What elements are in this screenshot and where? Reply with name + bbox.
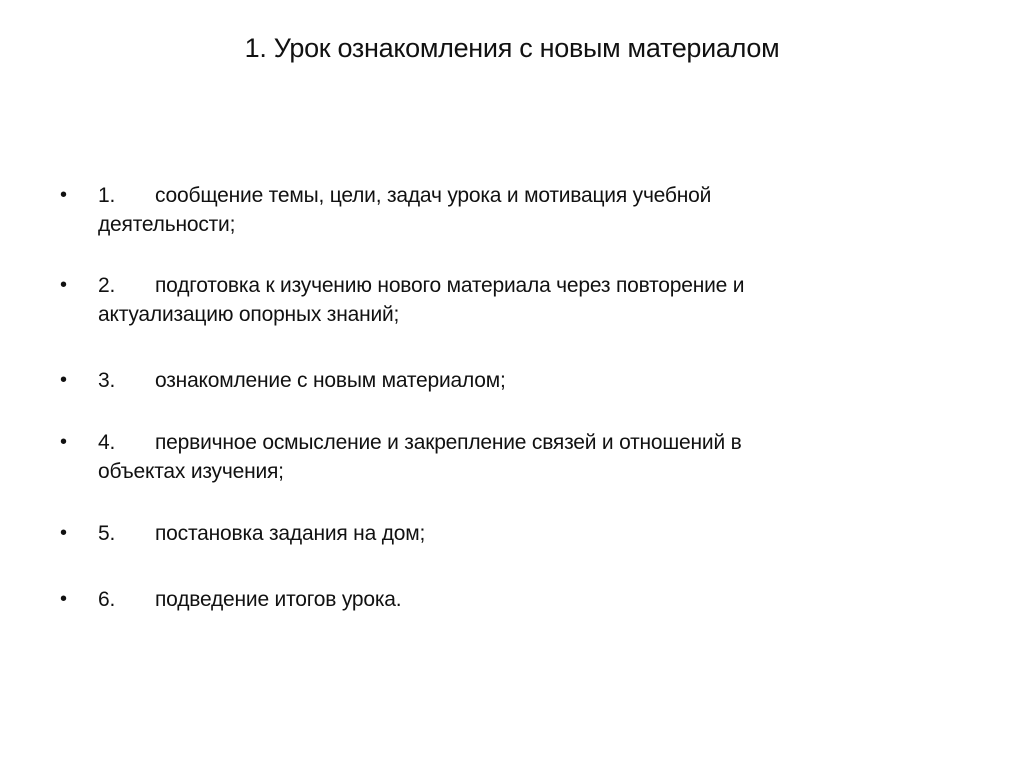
bullet-icon: • — [60, 369, 67, 391]
item-number: 3. — [98, 369, 116, 392]
list-item-text — [98, 519, 898, 548]
item-text-line2: актуализацию опорных знаний; — [98, 303, 400, 326]
bullet-icon: • — [60, 431, 67, 453]
list-item-text — [98, 428, 898, 486]
item-text-line2: объектах изучения; — [98, 460, 284, 483]
bullet-icon: • — [60, 184, 67, 206]
bullet-icon: • — [60, 588, 67, 610]
item-text-line1: сообщение темы, цели, задач урока и мотивация учебной — [155, 184, 712, 207]
item-text-line1: подготовка к изучению нового материала через повторение и — [155, 274, 745, 297]
item-number: 2. — [98, 274, 116, 297]
item-number: 1. — [98, 184, 116, 207]
item-text-line1: постановка задания на дом; — [155, 522, 426, 545]
item-text-line1: первичное осмысление и закрепление связей и отношений в — [155, 431, 742, 454]
item-text-line1: подведение итогов урока. — [155, 588, 402, 611]
item-number: 5. — [98, 522, 116, 545]
slide-title: 1. Урок ознакомления с новым материалом — [244, 33, 780, 63]
item-text-line1: ознакомление с новым материалом; — [155, 369, 506, 392]
item-number: 6. — [98, 588, 116, 611]
list-item-text — [98, 366, 898, 395]
list-item-text — [98, 181, 898, 239]
list-item-text — [98, 585, 898, 614]
bullet-icon: • — [60, 274, 67, 296]
list-item-text — [98, 271, 898, 329]
item-text-line2: деятельности; — [98, 213, 236, 236]
item-number: 4. — [98, 431, 116, 454]
bullet-icon: • — [60, 522, 67, 544]
